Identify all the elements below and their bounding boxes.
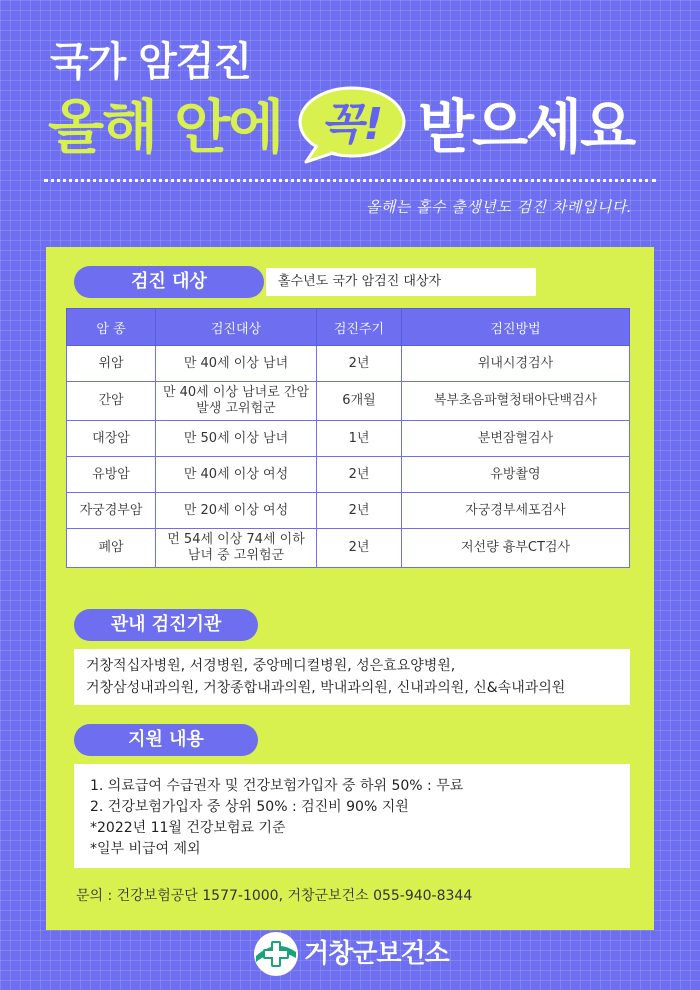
table-cell: 분변잠혈검사 bbox=[402, 421, 630, 457]
support-note: *2022년 11월 건강보험료 기준 bbox=[90, 820, 286, 836]
column-header: 암 종 bbox=[67, 309, 156, 346]
section-label-support: 지원 내용 bbox=[74, 724, 258, 756]
screening-table bbox=[66, 308, 630, 568]
table-cell: 저선량 흉부CT검사 bbox=[402, 529, 630, 568]
info-panel bbox=[46, 247, 654, 930]
table-row bbox=[67, 382, 630, 421]
table-row bbox=[67, 457, 630, 493]
table-cell: 만 40세 이상 남녀 bbox=[156, 346, 317, 382]
title-main-left: 올해 안에 bbox=[48, 93, 283, 161]
table-cell: 만 40세 이상 여성 bbox=[156, 457, 317, 493]
table-cell: 복부초음파혈청태아단백검사 bbox=[402, 382, 630, 421]
column-header: 검진방법 bbox=[402, 309, 630, 346]
table-cell: 2년 bbox=[317, 457, 402, 493]
table-cell: 대장암 bbox=[67, 421, 156, 457]
table-cell: 폐암 bbox=[67, 529, 156, 568]
dotted-divider bbox=[44, 179, 656, 182]
institutions-box bbox=[74, 649, 630, 705]
table-cell: 위암 bbox=[67, 346, 156, 382]
table-cell: 2년 bbox=[317, 529, 402, 568]
table-row bbox=[67, 421, 630, 457]
table-cell: 위내시경검사 bbox=[402, 346, 630, 382]
title-main-right: 받으세요 bbox=[418, 93, 635, 161]
table-cell: 유방촬영 bbox=[402, 457, 630, 493]
target-value: 홀수년도 국가 암검진 대상자 bbox=[266, 268, 536, 296]
table-cell: 먼 54세 이상 74세 이하 남녀 중 고위험군 bbox=[156, 529, 317, 568]
table-cell: 유방암 bbox=[67, 457, 156, 493]
table-cell: 만 40세 이상 남녀로 간암 발생 고위험군 bbox=[156, 382, 317, 421]
section-label-target: 검진 대상 bbox=[74, 266, 264, 298]
table-row bbox=[67, 346, 630, 382]
support-line: 2. 건강보험가입자 중 상위 50% : 검진비 90% 지원 bbox=[90, 799, 409, 815]
table-header-row bbox=[67, 309, 630, 346]
table-cell: 6개월 bbox=[317, 382, 402, 421]
footer-logo-text: 거창군보건소 bbox=[304, 939, 449, 969]
table-cell: 1년 bbox=[317, 421, 402, 457]
subtitle: 올해는 홀수 출생년도 검진 차례입니다. bbox=[365, 198, 632, 216]
table-cell: 자궁경부세포검사 bbox=[402, 493, 630, 529]
title-highlight: 꼭! bbox=[320, 99, 384, 150]
institutions-line: 거창삼성내과의원, 거창종합내과의원, 박내과의원, 신내과의원, 신&속내과의원 bbox=[86, 680, 566, 696]
table-cell: 만 50세 이상 남녀 bbox=[156, 421, 317, 457]
table-row bbox=[67, 529, 630, 568]
contact-info: 문의 : 건강보험공단 1577-1000, 거창군보건소 055-940-8344 bbox=[76, 888, 473, 904]
column-header: 검진주기 bbox=[317, 309, 402, 346]
table-cell: 자궁경부암 bbox=[67, 493, 156, 529]
institutions-line: 거창적십자병원, 서경병원, 중앙메디컬병원, 성은효요양병원, bbox=[86, 658, 456, 674]
table-cell: 2년 bbox=[317, 346, 402, 382]
title-top: 국가 암검진 bbox=[50, 39, 252, 85]
support-note: *일부 비급여 제외 bbox=[90, 841, 201, 857]
section-label-institutions: 관내 검진기관 bbox=[74, 609, 258, 641]
table-cell: 2년 bbox=[317, 493, 402, 529]
table-cell: 간암 bbox=[67, 382, 156, 421]
support-box bbox=[74, 764, 630, 868]
table-row bbox=[67, 493, 630, 529]
table-cell: 만 20세 이상 여성 bbox=[156, 493, 317, 529]
support-line: 1. 의료급여 수급권자 및 건강보험가입자 중 하위 50% : 무료 bbox=[90, 778, 464, 794]
column-header: 검진대상 bbox=[156, 309, 317, 346]
health-center-logo-icon bbox=[252, 930, 300, 978]
